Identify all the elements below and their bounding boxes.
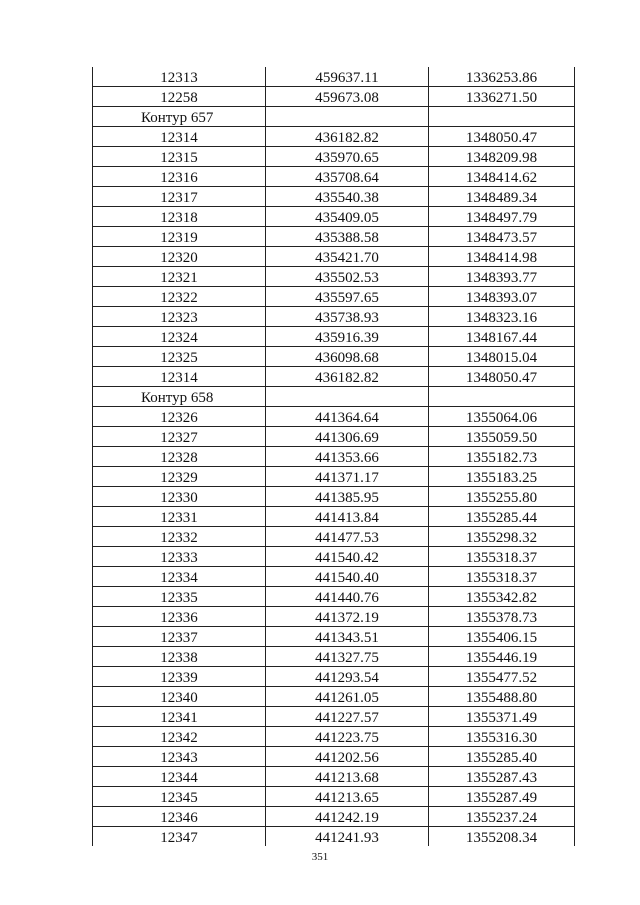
point-id-cell: 12339 [93,667,266,687]
y-coordinate-cell: 1348497.79 [429,207,575,227]
x-coordinate-cell: 435597.65 [266,287,429,307]
x-coordinate-cell: 435388.58 [266,227,429,247]
table-row [93,667,575,687]
empty-cell [266,387,429,407]
x-coordinate-cell: 435540.38 [266,187,429,207]
point-id-cell: 12345 [93,787,266,807]
point-id-cell: 12341 [93,707,266,727]
x-coordinate-cell: 435708.64 [266,167,429,187]
x-coordinate-cell: 441385.95 [266,487,429,507]
table-row [93,567,575,587]
table-row [93,267,575,287]
table-row [93,647,575,667]
table-row [93,747,575,767]
x-coordinate-cell: 441242.19 [266,807,429,827]
y-coordinate-cell: 1355406.15 [429,627,575,647]
point-id-cell: 12324 [93,327,266,347]
point-id-cell: 12329 [93,467,266,487]
table-row [93,807,575,827]
x-coordinate-cell: 441293.54 [266,667,429,687]
table-row [93,707,575,727]
x-coordinate-cell: 435409.05 [266,207,429,227]
table-row [93,167,575,187]
table-row [93,467,575,487]
x-coordinate-cell: 459673.08 [266,87,429,107]
point-id-cell: 12320 [93,247,266,267]
x-coordinate-cell: 436098.68 [266,347,429,367]
table-row [93,587,575,607]
table-row [93,527,575,547]
y-coordinate-cell: 1355287.49 [429,787,575,807]
point-id-cell: 12333 [93,547,266,567]
x-coordinate-cell: 441327.75 [266,647,429,667]
table-row [93,727,575,747]
table-row [93,547,575,567]
x-coordinate-cell: 435916.39 [266,327,429,347]
x-coordinate-cell: 441371.17 [266,467,429,487]
y-coordinate-cell: 1355287.43 [429,767,575,787]
point-id-cell: 12314 [93,367,266,387]
point-id-cell: 12337 [93,627,266,647]
y-coordinate-cell: 1348050.47 [429,367,575,387]
table-row [93,187,575,207]
y-coordinate-cell: 1355318.37 [429,547,575,567]
point-id-cell: 12317 [93,187,266,207]
section-label: Контур 657 [93,107,266,127]
y-coordinate-cell: 1336271.50 [429,87,575,107]
point-id-cell: 12334 [93,567,266,587]
table-row [93,127,575,147]
point-id-cell: 12258 [93,87,266,107]
x-coordinate-cell: 441227.57 [266,707,429,727]
point-id-cell: 12321 [93,267,266,287]
point-id-cell: 12327 [93,427,266,447]
y-coordinate-cell: 1355183.25 [429,467,575,487]
point-id-cell: 12323 [93,307,266,327]
x-coordinate-cell: 441413.84 [266,507,429,527]
x-coordinate-cell: 441364.64 [266,407,429,427]
point-id-cell: 12336 [93,607,266,627]
table-row [93,247,575,267]
y-coordinate-cell: 1355316.30 [429,727,575,747]
x-coordinate-cell: 441440.76 [266,587,429,607]
point-id-cell: 12325 [93,347,266,367]
section-label: Контур 658 [93,387,266,407]
point-id-cell: 12319 [93,227,266,247]
table-row [93,447,575,467]
y-coordinate-cell: 1355285.40 [429,747,575,767]
point-id-cell: 12326 [93,407,266,427]
y-coordinate-cell: 1355488.80 [429,687,575,707]
table-row [93,367,575,387]
y-coordinate-cell: 1348473.57 [429,227,575,247]
point-id-cell: 12335 [93,587,266,607]
y-coordinate-cell: 1348414.98 [429,247,575,267]
x-coordinate-cell: 441540.40 [266,567,429,587]
x-coordinate-cell: 435502.53 [266,267,429,287]
y-coordinate-cell: 1348015.04 [429,347,575,367]
y-coordinate-cell: 1355371.49 [429,707,575,727]
y-coordinate-cell: 1336253.86 [429,67,575,87]
y-coordinate-cell: 1348209.98 [429,147,575,167]
x-coordinate-cell: 441261.05 [266,687,429,707]
y-coordinate-cell: 1348489.34 [429,187,575,207]
table-row [93,147,575,167]
y-coordinate-cell: 1348393.77 [429,267,575,287]
point-id-cell: 12314 [93,127,266,147]
table-row [93,227,575,247]
x-coordinate-cell: 441202.56 [266,747,429,767]
x-coordinate-cell: 435970.65 [266,147,429,167]
point-id-cell: 12343 [93,747,266,767]
table-row [93,307,575,327]
y-coordinate-cell: 1355059.50 [429,427,575,447]
point-id-cell: 12313 [93,67,266,87]
table-row [93,427,575,447]
point-id-cell: 12342 [93,727,266,747]
x-coordinate-cell: 441306.69 [266,427,429,447]
section-row [93,387,575,407]
y-coordinate-cell: 1355285.44 [429,507,575,527]
point-id-cell: 12322 [93,287,266,307]
point-id-cell: 12316 [93,167,266,187]
point-id-cell: 12344 [93,767,266,787]
point-id-cell: 12328 [93,447,266,467]
y-coordinate-cell: 1348393.07 [429,287,575,307]
point-id-cell: 12318 [93,207,266,227]
empty-cell [429,107,575,127]
y-coordinate-cell: 1355255.80 [429,487,575,507]
table-row [93,347,575,367]
y-coordinate-cell: 1355182.73 [429,447,575,467]
x-coordinate-cell: 435738.93 [266,307,429,327]
table-row [93,787,575,807]
page-number: 351 [311,851,329,863]
y-coordinate-cell: 1355477.52 [429,667,575,687]
table-row [93,287,575,307]
y-coordinate-cell: 1348050.47 [429,127,575,147]
y-coordinate-cell: 1355298.32 [429,527,575,547]
point-id-cell: 12315 [93,147,266,167]
table-row [93,67,575,87]
table-row [93,827,575,847]
y-coordinate-cell: 1355064.06 [429,407,575,427]
y-coordinate-cell: 1355318.37 [429,567,575,587]
x-coordinate-cell: 441353.66 [266,447,429,467]
y-coordinate-cell: 1355208.34 [429,827,575,847]
table-row [93,407,575,427]
table-row [93,507,575,527]
y-coordinate-cell: 1355237.24 [429,807,575,827]
y-coordinate-cell: 1348323.16 [429,307,575,327]
section-row [93,107,575,127]
point-id-cell: 12331 [93,507,266,527]
y-coordinate-cell: 1355342.82 [429,587,575,607]
x-coordinate-cell: 441540.42 [266,547,429,567]
table-row [93,207,575,227]
table-row [93,327,575,347]
coordinates-table [92,67,575,846]
point-id-cell: 12340 [93,687,266,707]
y-coordinate-cell: 1355446.19 [429,647,575,667]
x-coordinate-cell: 441213.65 [266,787,429,807]
table-row [93,607,575,627]
table-row [93,627,575,647]
y-coordinate-cell: 1355378.73 [429,607,575,627]
table-row [93,767,575,787]
empty-cell [429,387,575,407]
x-coordinate-cell: 436182.82 [266,367,429,387]
table-row [93,87,575,107]
x-coordinate-cell: 441343.51 [266,627,429,647]
y-coordinate-cell: 1348414.62 [429,167,575,187]
x-coordinate-cell: 436182.82 [266,127,429,147]
point-id-cell: 12338 [93,647,266,667]
x-coordinate-cell: 435421.70 [266,247,429,267]
x-coordinate-cell: 441241.93 [266,827,429,847]
y-coordinate-cell: 1348167.44 [429,327,575,347]
coordinates-table-body [93,67,575,846]
x-coordinate-cell: 459637.11 [266,67,429,87]
point-id-cell: 12346 [93,807,266,827]
empty-cell [266,107,429,127]
x-coordinate-cell: 441213.68 [266,767,429,787]
x-coordinate-cell: 441372.19 [266,607,429,627]
point-id-cell: 12330 [93,487,266,507]
table-row [93,687,575,707]
point-id-cell: 12347 [93,827,266,847]
point-id-cell: 12332 [93,527,266,547]
x-coordinate-cell: 441223.75 [266,727,429,747]
x-coordinate-cell: 441477.53 [266,527,429,547]
table-row [93,487,575,507]
